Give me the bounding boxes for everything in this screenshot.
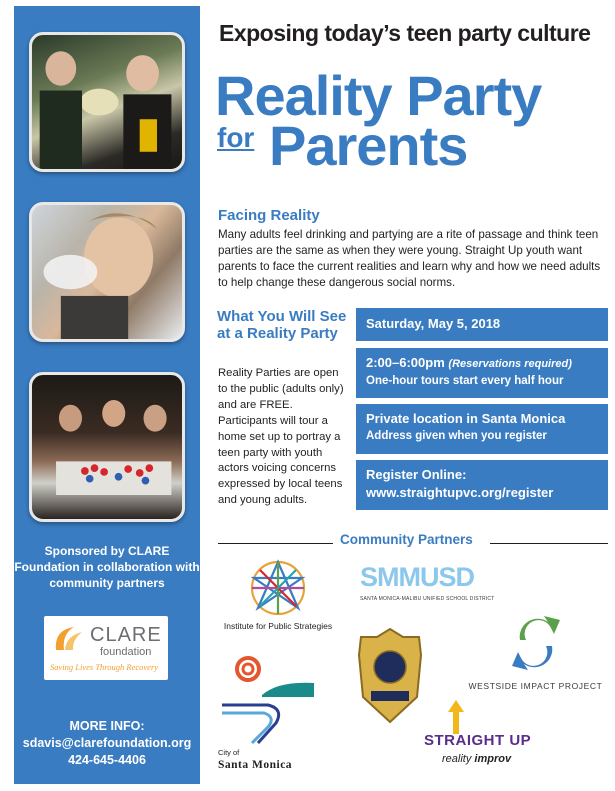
contact-phone[interactable]: 424-645-4406 [68,753,146,767]
contact-email[interactable]: sdavis@clarefoundation.org [22,736,192,750]
westside-impact-logo [468,610,603,695]
clare-word: CLARE [90,624,162,646]
city-wave-icon [218,655,328,747]
clare-swoosh-icon [52,624,86,654]
smmusd-logo [360,562,510,612]
city-santa-monica-logo [218,655,328,770]
what-you-see-heading: What You Will See at a Reality Party [217,308,347,342]
title-line2: Parents [269,114,468,177]
divider-right [490,543,608,544]
ips-logo [218,556,338,636]
smmusd-abbr: SMMUSD [360,562,474,592]
smmusd-full: SANTA MONICA-MALIBU UNIFIED SCHOOL DISTRICT [360,596,495,602]
title-line1: Reality Party [215,64,542,127]
kicker-headline: Exposing today’s teen party culture [219,20,591,46]
straight-up-label: STRAIGHT UP [424,732,532,749]
facing-reality-body: Many adults feel drinking and partying are a rite of passage and think teen parties are the same as when they were young. Straight Up youth want parents to face the current realities and learn why and how we need adults to help change these dangerous social norms. [218,228,601,289]
reality-improv-label: reality improv [442,753,512,765]
westside-caption: WESTSIDE IMPACT PROJECT [468,681,603,691]
police-badge-logo [355,627,425,724]
clare-foundation-logo [44,616,168,680]
register-label: Register Online: [366,467,467,482]
tours-note: One-hour tours start every half hour [366,375,564,387]
location-note: Address given when you register [366,430,547,442]
clare-sub: foundation [100,646,152,658]
time-box [356,348,608,398]
straight-up-logo [424,700,534,780]
more-info-label: MORE INFO: [69,719,145,733]
event-time: 2:00–6:00pm [366,355,445,370]
ips-caption: Institute for Public Strategies [223,621,333,631]
city-of-label: City of [218,748,240,757]
police-badge-icon [355,627,425,724]
left-sidebar [14,6,200,784]
divider-left [218,543,333,544]
location-box [356,404,608,454]
recycle-arrows-icon [468,610,603,676]
more-info [14,718,200,769]
teens-party-photo [29,32,185,172]
event-date: Saturday, May 5, 2018 [366,316,501,331]
title-for: for [217,122,255,153]
ips-star-icon [218,556,338,620]
clare-tagline: Saving Lives Through Recovery [50,662,159,672]
beer-pong-photo [29,372,185,522]
facing-reality-heading: Facing Reality [218,207,320,224]
event-location: Private location in Santa Monica [366,411,566,426]
santa-monica-label: Santa Monica [218,759,293,771]
reservation-note: (Reservations required) [448,358,572,370]
community-partners-heading: Community Partners [340,532,473,547]
what-you-see-body: Reality Parties are open to the public (adults only) and are FREE. Participants will tour a home set up to portray a teen party with youth actors voicing concerns expressed by local teens and young adults. [218,367,344,507]
up-arrow-icon [424,700,534,734]
register-link[interactable]: www.straightupvc.org/register [366,485,554,500]
date-box [356,308,608,341]
sponsor-text: Sponsored by CLARE Foundation in collaboration with community partners [14,544,200,590]
teen-vaping-photo [29,202,185,342]
register-box [356,460,608,510]
